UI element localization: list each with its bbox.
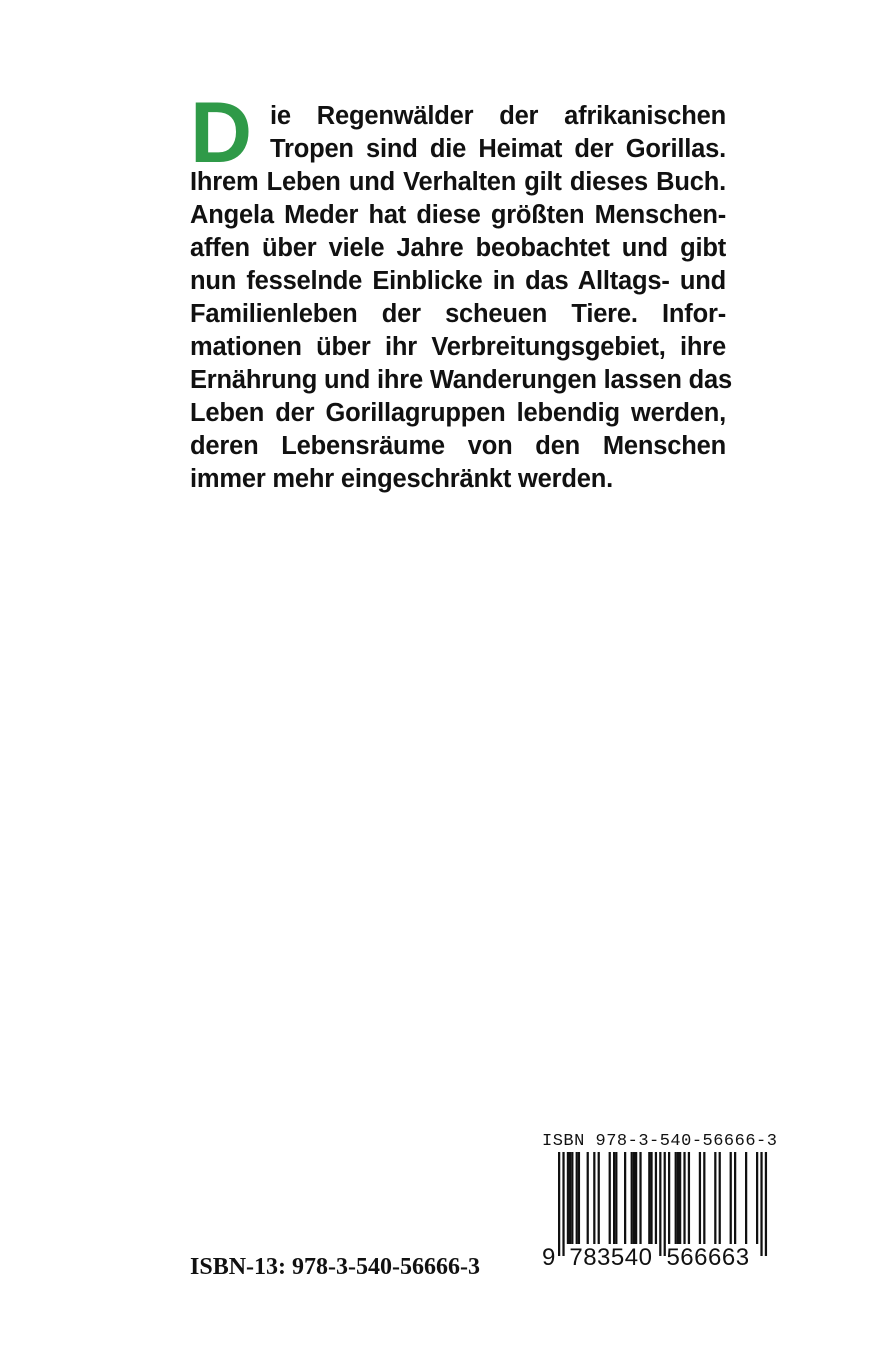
barcode-bar [567, 1152, 569, 1244]
barcode-bar [683, 1152, 685, 1244]
barcode-bar [688, 1152, 690, 1244]
barcode-bar [635, 1152, 637, 1244]
barcode-bar [703, 1152, 705, 1244]
barcode-bar [593, 1152, 595, 1244]
barcode-bar [587, 1152, 589, 1244]
barcode-guard-bar [760, 1152, 762, 1256]
barcode-guard-bar [659, 1152, 661, 1256]
barcode-bar [624, 1152, 626, 1244]
barcode-bar [734, 1152, 736, 1244]
barcode-bar [633, 1152, 635, 1244]
barcode-digits [542, 1244, 750, 1272]
barcode-bar [650, 1152, 652, 1244]
blurb-line: Ihrem Leben und Verhalten gilt dieses Buch. [190, 168, 726, 196]
blurb-line: Leben der Gorillagruppen lebendig werden, [190, 399, 726, 427]
blurb-line: deren Lebensräume von den Menschen [190, 432, 726, 460]
barcode-bar [677, 1152, 679, 1244]
barcode-bar [668, 1152, 670, 1244]
back-cover-blurb [190, 85, 733, 496]
blurb-line: Familienleben der scheuen Tiere. Infor- [190, 300, 726, 328]
barcode-bar [675, 1152, 677, 1244]
barcode-bar [655, 1152, 657, 1244]
barcode-bar [714, 1152, 716, 1244]
blurb-line: Ernährung und ihre Wanderungen lassen das [190, 366, 733, 394]
barcode-bar [745, 1152, 747, 1244]
isbn-13-label: ISBN-13: 978-3-540-56666-3 [190, 1254, 480, 1280]
barcode-guard-bar [765, 1152, 767, 1256]
barcode-bar [719, 1152, 721, 1244]
barcode-block [538, 1132, 794, 1282]
barcode-bar [679, 1152, 681, 1244]
barcode-bar [648, 1152, 650, 1244]
barcode-digit-group-left: 783540 [569, 1244, 653, 1271]
barcode-bar [631, 1152, 633, 1244]
blurb-line: nun fesselnde Einblicke in das Alltags- und [190, 267, 726, 295]
barcode-digit-group-right: 566663 [666, 1244, 750, 1271]
blurb-line: ie Regenwälder der afrikanischen [270, 102, 726, 130]
blurb-line: immer mehr eingeschränkt werden. [190, 465, 614, 493]
barcode-bar [576, 1152, 578, 1244]
blurb-line: Angela Meder hat diese größten Menschen- [190, 201, 726, 229]
barcode-guard-bar [664, 1152, 666, 1256]
drop-cap-letter: D [190, 85, 253, 181]
blurb-line: affen über viele Jahre beobachtet und gibt [190, 234, 726, 262]
barcode-bar [613, 1152, 615, 1244]
barcode-bar [598, 1152, 600, 1244]
barcode-first-digit: 9 [542, 1244, 556, 1271]
barcode-isbn-text: ISBN 978-3-540-56666-3 [542, 1132, 778, 1151]
blurb-line: mationen über ihr Verbreitungsgebiet, ihre [190, 333, 726, 361]
barcode-bar [578, 1152, 580, 1244]
barcode-bar [639, 1152, 641, 1244]
barcode-bar [615, 1152, 617, 1244]
barcode-bar [609, 1152, 611, 1244]
barcode-bar [569, 1152, 571, 1244]
barcode-bar [730, 1152, 732, 1244]
barcode-bar [756, 1152, 758, 1244]
barcode-bar [699, 1152, 701, 1244]
barcode-guard-bar [562, 1152, 564, 1256]
barcode-bar [571, 1152, 573, 1244]
blurb-line: Tropen sind die Heimat der Gorillas. [270, 135, 726, 163]
barcode-guard-bar [558, 1152, 560, 1256]
